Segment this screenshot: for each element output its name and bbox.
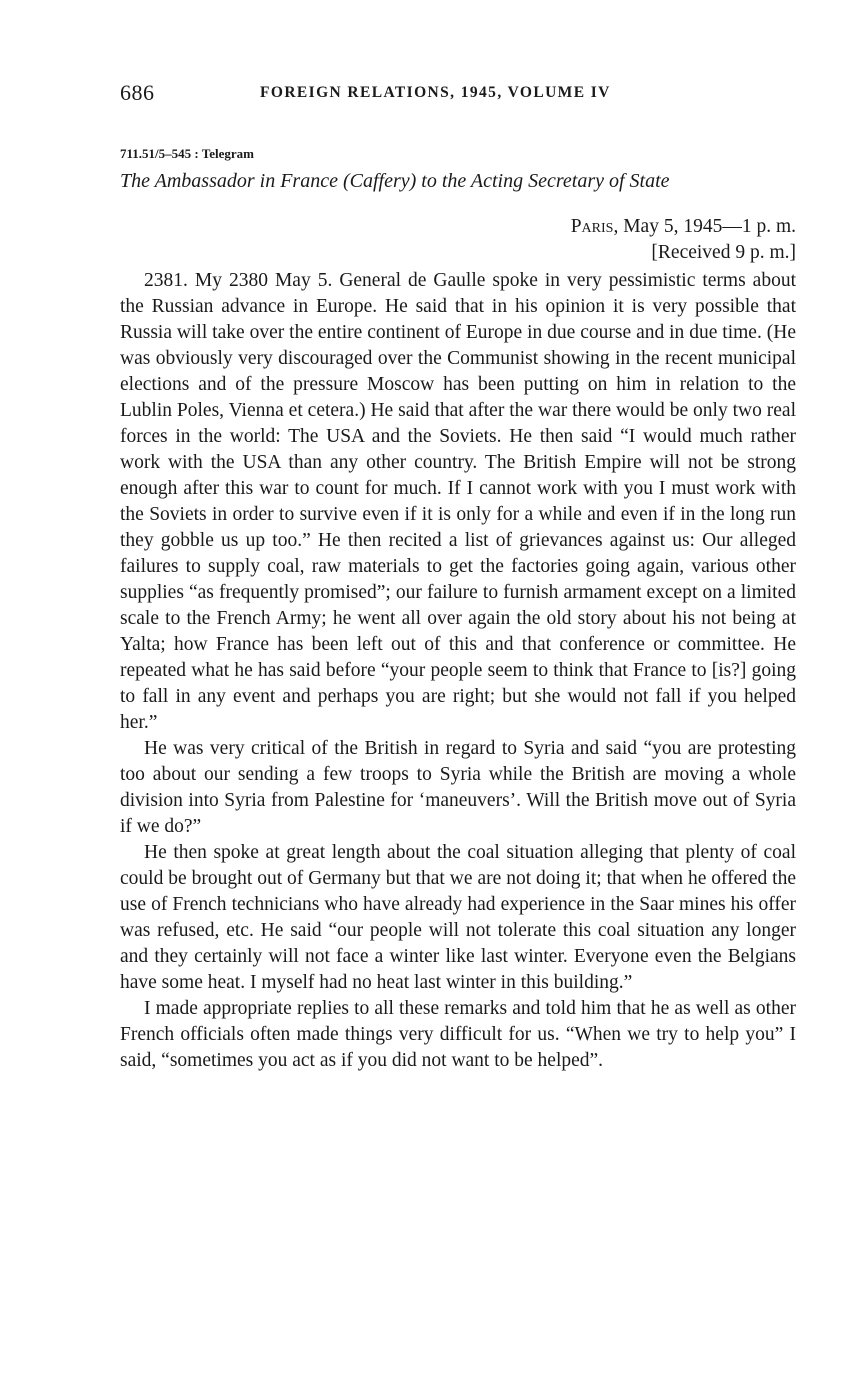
- paragraph: 2381. My 2380 May 5. General de Gaulle spoke in very pessimistic terms about the Russian advance in Europe. He said that in his opinion it is very possible that Russia will take over the entire continent of Europe in due course and in due time. (He was obviously very discouraged over the Communist showing in the recent municipal elections and of the pressure Moscow has been putting on him in relation to the Lublin Poles, Vienna et cetera.) He said that after the war there would be only two real forces in the world: The USA and the Soviets. He then said “I would much rather work with the USA than any other country. The British Empire will not be strong enough after this war to count for much. If I cannot work with you I must work with the Soviets in order to survive even if it is only for a while and even if in the long run they gobble us up too.” He then recited a list of grievances against us: Our alleged failures to supply coal, raw materials to get the factories going again, various other supplies “as frequently promised”; our failure to furnish armament except on a limited scale to the French Army; he went all over again the old story about his not being at Yalta; how France has been left out of this and that conference or committee. He repeated what he has said before “your people seem to think that France to [is?] going to fall in any event and perhaps you are right; but she would not fall if you helped her.”: [120, 270, 796, 733]
- file-reference: 711.51/5–545 : Telegram: [120, 146, 254, 161]
- dateline: [571, 214, 796, 266]
- telegram-body: [120, 268, 796, 1074]
- running-title: FOREIGN RELATIONS, 1945, VOLUME IV: [260, 84, 611, 101]
- paragraph: He then spoke at great length about the coal situation alleging that plenty of coal could be brought out of Germany but that we are not doing it; that when he offered the use of French technicians who have already had experience in the Saar mines his offer was refused, etc. He said “our people will not tolerate this coal situation any longer and they certainly will not face a winter like last winter. Everyone even the Belgians have some heat. I myself had no heat last winter in this building.”: [120, 842, 796, 993]
- running-head: [120, 80, 796, 108]
- page-number: 686: [120, 80, 155, 105]
- paragraph: He was very critical of the British in regard to Syria and said “you are protesting too about our sending a few troops to Syria while the British are moving a whole division into Syria from Palestine for ‘maneuvers’. Will the British move out of Syria if we do?”: [120, 738, 796, 837]
- dateline-place: Paris: [570, 216, 614, 237]
- dateline-date: , May 5, 1945—1 p. m.: [613, 216, 796, 237]
- received-note: [Received 9 p. m.]: [651, 242, 796, 263]
- paragraph: I made appropriate replies to all these remarks and told him that he as well as other French officials often made things very difficult for us. “When we try to help you” I said, “sometimes you act as if you did not want to be helped”.: [120, 998, 796, 1071]
- document-title: The Ambassador in France (Caffery) to the Acting Secretary of State: [120, 170, 670, 192]
- dateline-sent: [571, 214, 796, 240]
